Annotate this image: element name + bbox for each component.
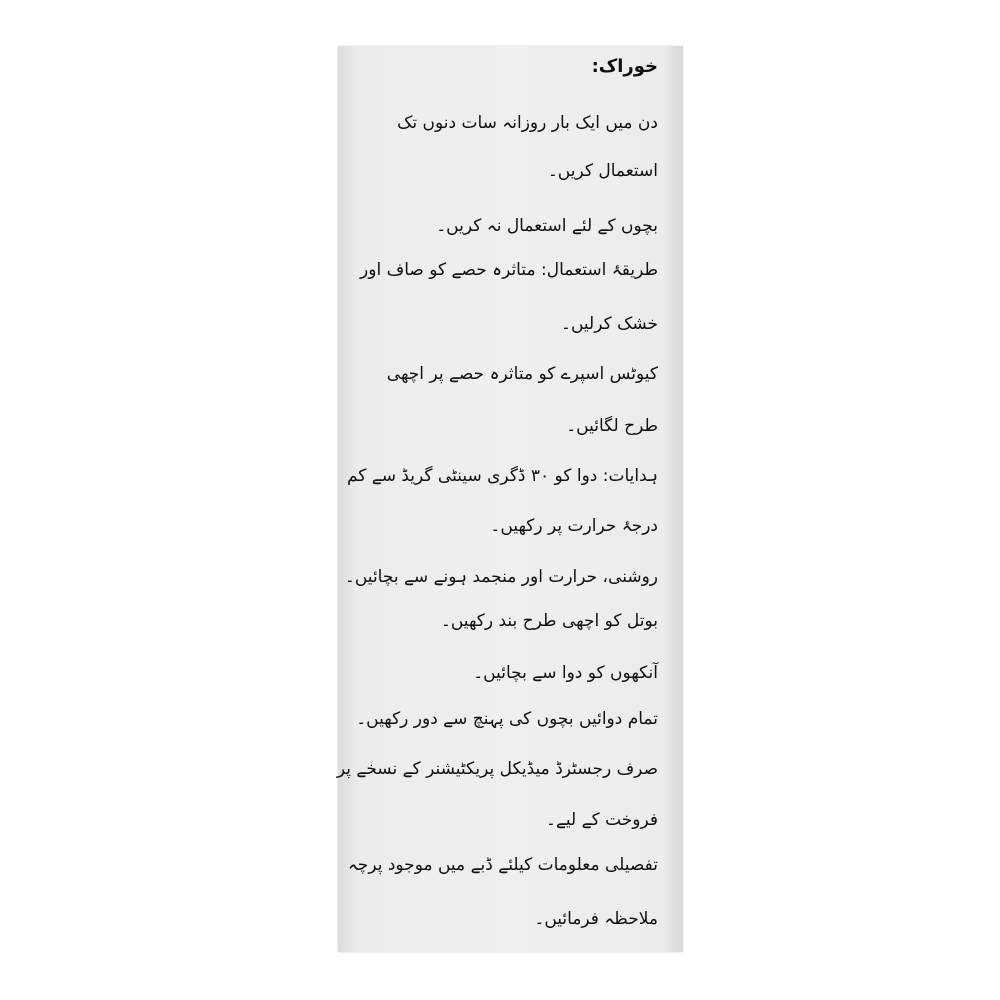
leaflet-line: فروخت کے لیے۔ [545, 810, 658, 830]
leaflet-line: بچوں کے لئے استعمال نہ کریں۔ [436, 216, 658, 236]
leaflet-line: کیوٹس اسپرے کو متاثرہ حصے پر اچھی [386, 364, 658, 384]
leaflet-line: بوتل کو اچھی طرح بند رکھیں۔ [440, 611, 658, 631]
leaflet-line: ہدایات: دوا کو ۳۰ ڈگری سینٹی گریڈ سے کم [346, 466, 658, 486]
leaflet-line: طریقۂ استعمال: متاثرہ حصے کو صاف اور [360, 260, 658, 280]
leaflet-line: تمام دوائیں بچوں کی پہنچ سے دور رکھیں۔ [356, 709, 658, 729]
leaflet-line: طرح لگائیں۔ [566, 416, 658, 436]
leaflet-line: خشک کرلیں۔ [561, 314, 658, 334]
leaflet-line: روشنی، حرارت اور منجمد ہونے سے بچائیں۔ [344, 567, 658, 587]
leaflet-line: ملاحظہ فرمائیں۔ [534, 909, 658, 929]
leaflet-line: دن میں ایک بار روزانہ سات دنوں تک [397, 113, 658, 133]
leaflet-line: استعمال کریں۔ [547, 161, 658, 181]
leaflet-line: صرف رجسٹرڈ میڈیکل پریکٹیشنر کے نسخے پر [336, 759, 658, 779]
dosage-heading: خوراک: [591, 56, 658, 77]
leaflet-line: تفصیلی معلومات کیلئے ڈبے میں موجود پرچہ [347, 855, 658, 875]
leaflet-line: درجۂ حرارت پر رکھیں۔ [490, 516, 658, 536]
leaflet-line: آنکھوں کو دوا سے بچائیں۔ [473, 663, 658, 683]
